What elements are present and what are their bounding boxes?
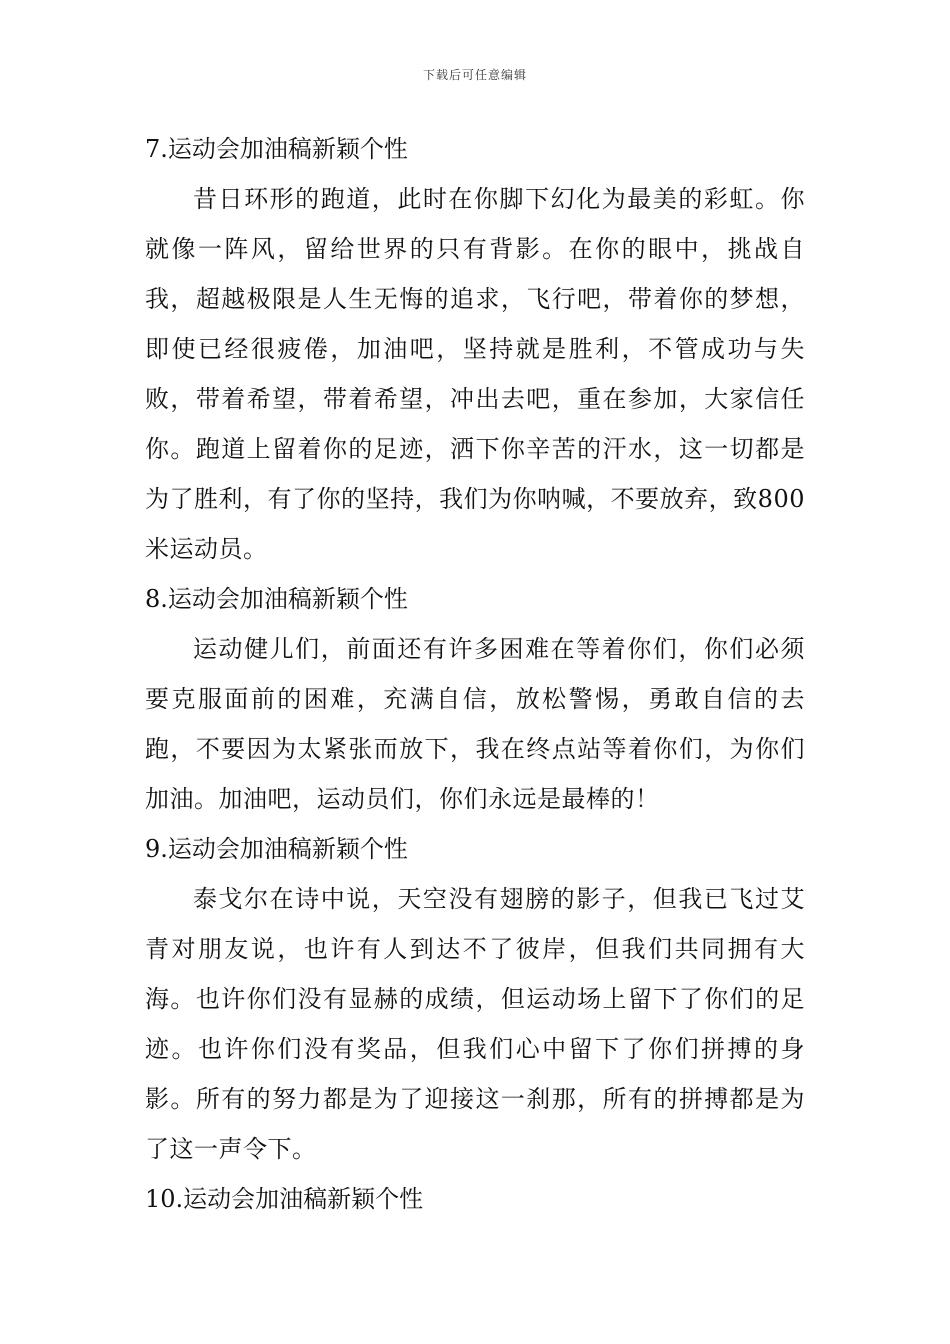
section-9-title: 9.运动会加油稿新颖个性 — [145, 835, 408, 863]
document-content — [145, 124, 805, 1224]
header-note: 下载后可任意编辑 — [422, 68, 527, 82]
section-10-title: 10.运动会加油稿新颖个性 — [145, 1185, 424, 1213]
section-7-title: 7.运动会加油稿新颖个性 — [145, 135, 408, 163]
section-8-title: 8.运动会加油稿新颖个性 — [145, 585, 408, 613]
section-9-paragraph: 泰戈尔在诗中说，天空没有翅膀的影子，但我已飞过艾青对朋友说，也许有人到达不了彼岸，但我们共同拥有大海。也许你们没有显赫的成绩，但运动场上留下了你们的足迹。也许你们没有奖品，但我们心中留下了你们拼搏的身影。所有的努力都是为了迎接这一刹那，所有的拼搏都是为了这一声令下。 — [145, 885, 805, 1163]
section-7-paragraph: 昔日环形的跑道，此时在你脚下幻化为最美的彩虹。你就像一阵风，留给世界的只有背影。在你的眼中，挑战自我，超越极限是人生无悔的追求，飞行吧，带着你的梦想，即使已经很疲倦，加油吧，坚持就是胜利，不管成功与失败，带着希望，带着希望，冲出去吧，重在参加，大家信任你。跑道上留着你的足迹，洒下你辛苦的汗水，这一切都是为了胜利，有了你的坚持，我们为你呐喊，不要放弃，致800米运动员。 — [145, 185, 805, 563]
section-8-paragraph: 运动健儿们，前面还有许多困难在等着你们，你们必须要克服面前的困难，充满自信，放松警惕，勇敢自信的去跑，不要因为太紧张而放下，我在终点站等着你们，为你们加油。加油吧，运动员们，你们永远是最棒的！ — [145, 635, 805, 813]
